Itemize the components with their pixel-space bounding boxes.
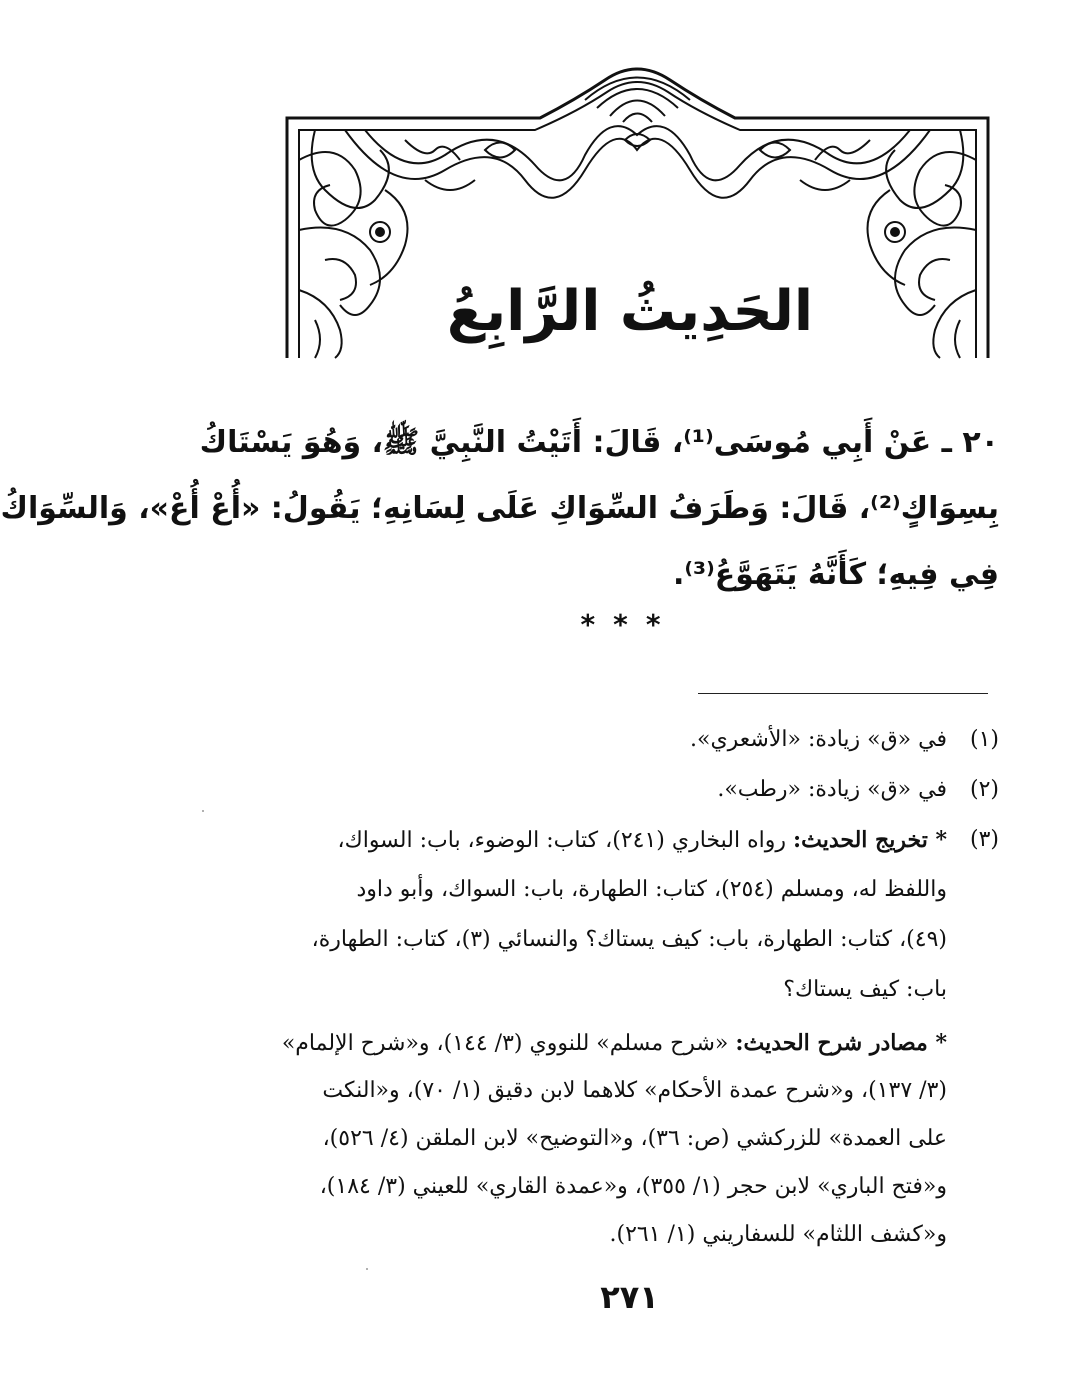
footnote-text: باب: كيف يستاك؟: [783, 977, 947, 1002]
sources-line: و«فتح الباري» لابن حجر (١/ ٣٥٥)، و«عمدة القاري» للعيني (٣/ ١٨٤)،: [319, 1174, 947, 1199]
footnote-number: (١): [969, 727, 999, 752]
hadith-line: بِسِوَاكٍ⁽²⁾، قَالَ: وَطَرَفُ السِّوَاكِ عَلَى لِسَانِهِ؛ يَقُولُ: «أُعْ أُعْ»، وَالسِّوَاكُ: [0, 491, 999, 526]
footnote-divider: [698, 693, 988, 694]
footnote-text: في «ق» زيادة: «الأشعري».: [690, 727, 947, 752]
hadith-line: ٢٠ ـ عَنْ أَبِي مُوسَى⁽¹⁾، قَالَ: أَتَيْتُ النَّبِيَّ ﷺ، وَهُوَ يَسْتَاكُ: [199, 425, 999, 460]
sources-line: (٣/ ١٣٧)، و«شرح عمدة الأحكام» كلاهما لابن دقيق (١/ ٧٠)، و«النكت: [322, 1078, 947, 1103]
sources-heading: * مصادر شرح الحديث:: [735, 1030, 947, 1056]
scan-speck: [366, 1268, 368, 1270]
footnote-number: (٣): [969, 827, 999, 852]
hadith-text: [0, 410, 999, 608]
commentary-sources: [270, 1019, 999, 1259]
footnote: [270, 715, 999, 765]
section-separator: ***: [580, 608, 679, 641]
takhrij-heading: * تخريج الحديث:: [792, 827, 947, 853]
sources-line: و«كشف اللثام» للسفاريني (١/ ٢٦١).: [609, 1222, 947, 1247]
page-number: ٢٧١: [600, 1278, 659, 1316]
sources-line: على العمدة» للزركشي (ص: ٣٦)، و«التوضيح» لابن الملقن (٤/ ٥٢٦)،: [322, 1126, 947, 1151]
footnote-text: [270, 815, 947, 865]
footnote-text: في «ق» زيادة: «رطب».: [717, 777, 947, 802]
footnote: [270, 815, 999, 1015]
takhrij-text: رواه البخاري (٢٤١)، كتاب: الوضوء، باب: السواك،: [337, 828, 786, 853]
hadith-line: فِي فِيهِ؛ كَأَنَّهُ يَتَهَوَّعُ⁽³⁾.: [672, 557, 999, 592]
footnote: [270, 765, 999, 815]
sources-line: «شرح مسلم» للنووي (٣/ ١٤٤)، و«شرح الإلمام»: [281, 1031, 729, 1056]
footnote-text: واللفظ له، ومسلم (٢٥٤)، كتاب: الطهارة، باب: السواك، وأبو داود: [356, 877, 947, 902]
sources-text: [270, 1019, 947, 1067]
footnote-text: (٤٩)، كتاب: الطهارة، باب: كيف يستاك؟ والنسائي (٣)، كتاب: الطهارة،: [311, 927, 947, 952]
scan-speck: [202, 810, 204, 812]
footnote-number: (٢): [969, 777, 999, 802]
chapter-title: الحَدِيثُ الرَّابِعُ: [446, 279, 814, 344]
footnotes: [270, 715, 999, 1259]
